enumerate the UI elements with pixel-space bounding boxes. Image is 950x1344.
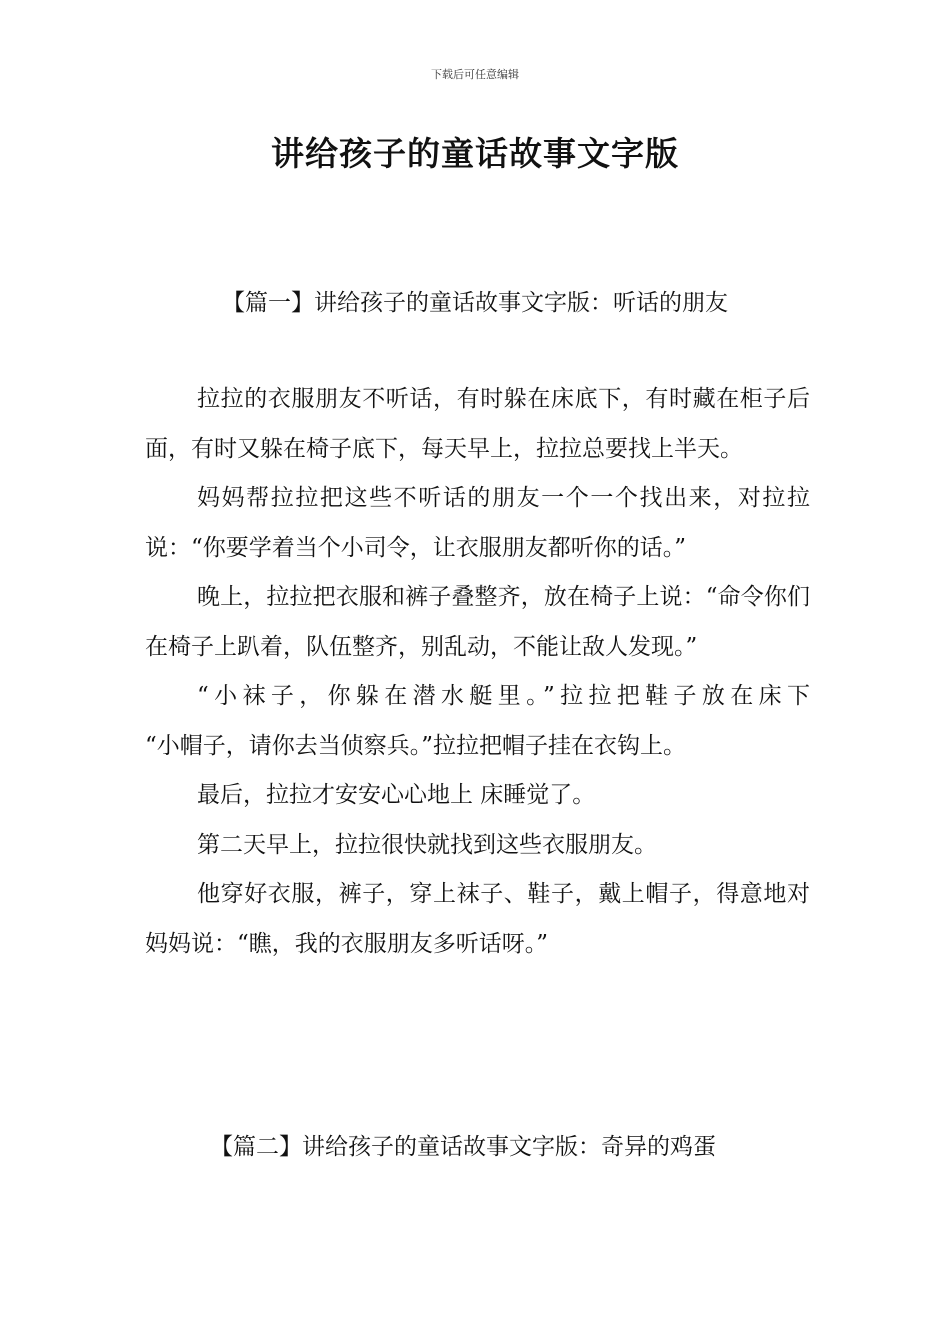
story-body [145,375,810,969]
paragraph: “小帽子，请你去当侦察兵。”拉拉把帽子挂在衣钩上。 [145,732,687,759]
paragraph: 晚上，拉拉把衣服和裤子叠整齐，放在椅子上说：“命令你们在椅子上趴着，队伍整齐，别乱动，不能让敌人发现。” [145,584,810,660]
document-title: 讲给孩子的童话故事文字版 [271,134,679,173]
paragraph: “小袜子，你躲在潜水艇里。”拉拉把鞋子放在床下 [197,683,810,709]
section-title-2: 【篇二】讲给孩子的童话故事文字版：奇异的鸡蛋 [210,1134,716,1160]
paragraph: 最后，拉拉才安安心心地上 床睡觉了。 [197,782,596,808]
paragraph: 拉拉的衣服朋友不听话，有时躲在床底下，有时藏在柜子后面，有时又躲在椅子底下，每天早上，拉拉总要找上半天。 [145,386,810,462]
paragraph: 妈妈帮拉拉把这些不听话的朋友一个一个找出来，对拉拉说：“你要学着当个小司令，让衣服朋友都听你的话。” [145,485,810,561]
paragraph: 第二天早上，拉拉很快就找到这些衣服朋友。 [197,831,657,858]
page-header: 下载后可任意编辑 [431,68,519,81]
section-title-1: 【篇一】讲给孩子的童话故事文字版：听话的朋友 [222,290,728,316]
paragraph: 他穿好衣服，裤子，穿上袜子、鞋子，戴上帽子，得意地对妈妈说：“瞧，我的衣服朋友多听话呀。” [145,881,810,957]
